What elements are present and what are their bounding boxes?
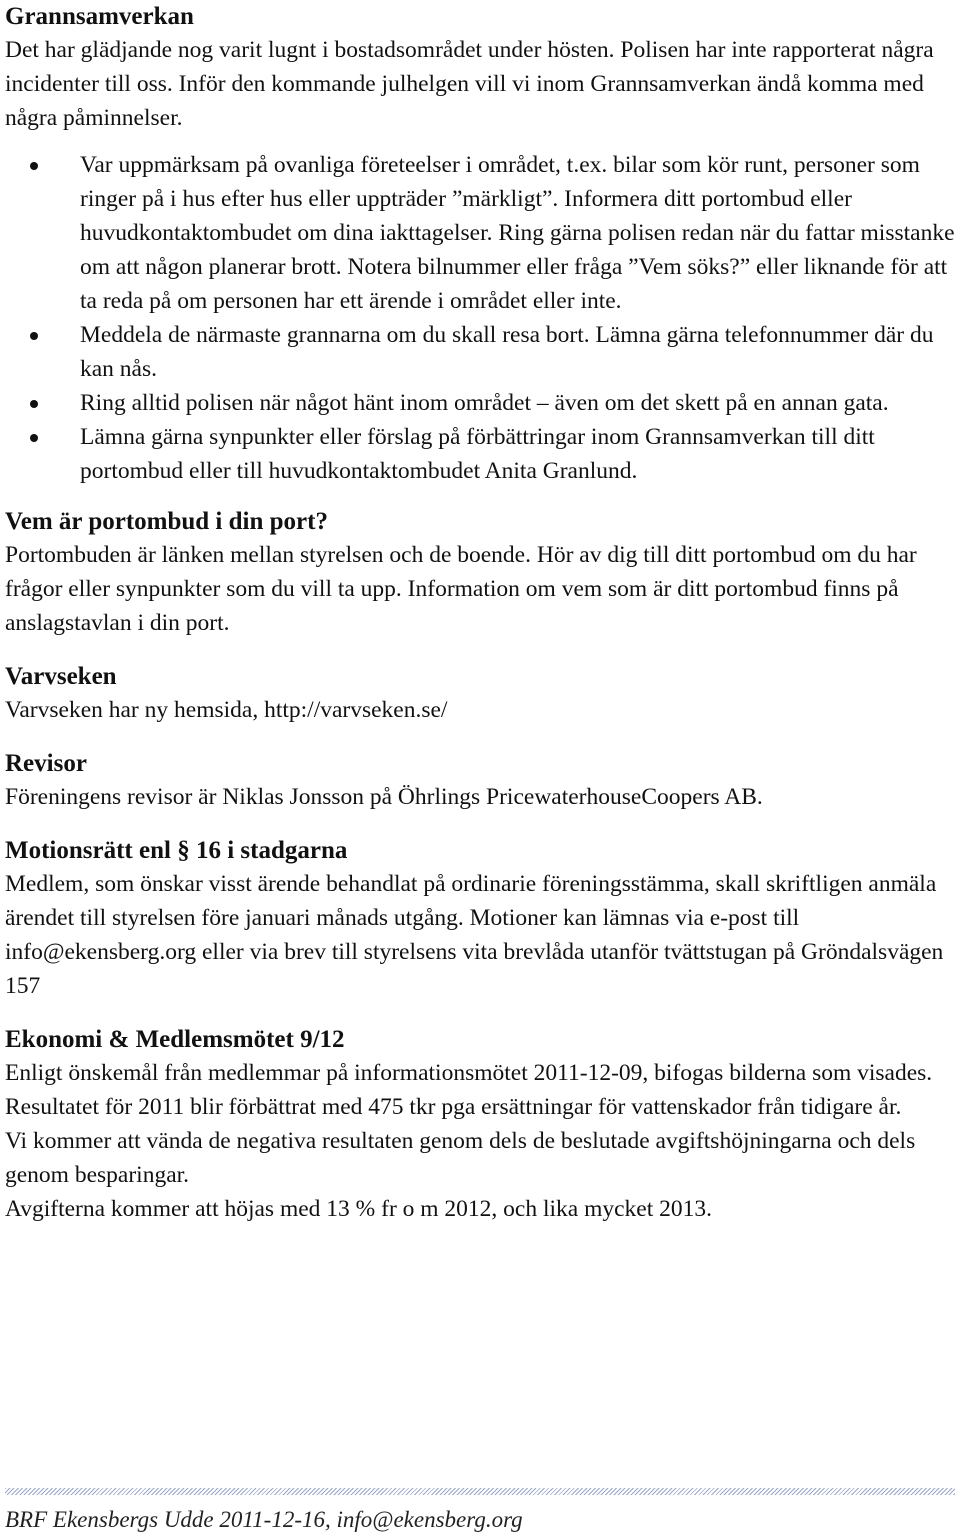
- list-item: [5, 318, 955, 386]
- footer-divider: [5, 1488, 955, 1495]
- ekonomi-paragraph: Enligt önskemål från medlemmar på informationsmötet 2011-12-09, bifogas bilderna som visades. Resultatet för 2011 blir förbättrat med 475 tkr pga ersättningar för vattenskador från tidigare år.: [5, 1060, 933, 1120]
- bullet-icon: [30, 332, 38, 340]
- bullet-icon: [30, 434, 38, 442]
- section-title-grannsamverkan: Grannsamverkan: [5, 3, 194, 30]
- bullet-text: Ring alltid polisen när något hänt inom området – även om det skett på en annan gata.: [80, 390, 889, 416]
- section-title-motionsratt: Motionsrätt enl § 16 i stadgarna: [5, 837, 348, 864]
- section-title-varvseken: Varvseken: [5, 663, 117, 690]
- motionsratt-text: Medlem, som önskar visst ärende behandlat på ordinarie föreningsstämma, skall skriftligen anmäla ärendet till styrelsen före januari månads utgång. Motioner kan lämnas via e-post till info@ekensberg.org eller via brev till styrelsens vita brevlåda utanför tvättstugan på Gröndalsvägen 157: [5, 871, 944, 999]
- list-item: [5, 386, 955, 420]
- bullet-icon: [30, 162, 38, 170]
- bullet-text: Meddela de närmaste grannarna om du skall resa bort. Lämna gärna telefonnummer där du kan nås.: [80, 322, 934, 382]
- bullet-text: Lämna gärna synpunkter eller förslag på förbättringar inom Grannsamverkan till ditt portombud eller till huvudkontaktombudet Anita Granlund.: [80, 424, 875, 484]
- footer-text: BRF Ekensbergs Udde 2011-12-16, info@ekensberg.org: [5, 1507, 523, 1532]
- section-title-revisor: Revisor: [5, 750, 87, 777]
- revisor-text: Föreningens revisor är Niklas Jonsson på Öhrlings PricewaterhouseCoopers AB.: [5, 784, 763, 810]
- bullet-icon: [30, 400, 38, 408]
- grannsamverkan-bullet-list: [5, 148, 955, 488]
- varvseken-text: Varvseken har ny hemsida, http://varvseken.se/: [5, 697, 448, 723]
- grannsamverkan-intro: Det har glädjande nog varit lugnt i bostadsområdet under hösten. Polisen har inte rapporterat några incidenter till oss. Inför den kommande julhelgen vill vi inom Grannsamverkan ändå komma med några påminnelser.: [5, 37, 934, 131]
- portombud-text: Portombuden är länken mellan styrelsen och de boende. Hör av dig till ditt portombud om du har frågor eller synpunkter som du vill ta upp. Information om vem som är ditt portombud finns på anslagstavlan i din port.: [5, 542, 917, 636]
- section-title-portombud: Vem är portombud i din port?: [5, 508, 328, 535]
- bullet-text: Var uppmärksam på ovanliga företeelser i området, t.ex. bilar som kör runt, personer som ringer på i hus efter hus eller uppträder ”märkligt”. Informera ditt portombud eller huvudkontaktombudet om dina iakttagelser. Ring gärna polisen redan när du fattar misstanke om att någon planerar brott. Notera bilnummer eller fråga ”Vem söks?” eller liknande för att ta reda på om personen har ett ärende i området eller inte.: [80, 152, 955, 314]
- ekonomi-paragraph: Avgifterna kommer att höjas med 13 % fr o m 2012, och lika mycket 2013.: [5, 1196, 713, 1222]
- ekonomi-paragraph: Vi kommer att vända de negativa resultaten genom dels de beslutade avgiftshöjningarna och dels genom besparingar.: [5, 1128, 916, 1188]
- list-item: [5, 148, 955, 318]
- section-title-ekonomi: Ekonomi & Medlemsmötet 9/12: [5, 1026, 345, 1053]
- document-page: [5, 0, 955, 1226]
- list-item: [5, 420, 955, 488]
